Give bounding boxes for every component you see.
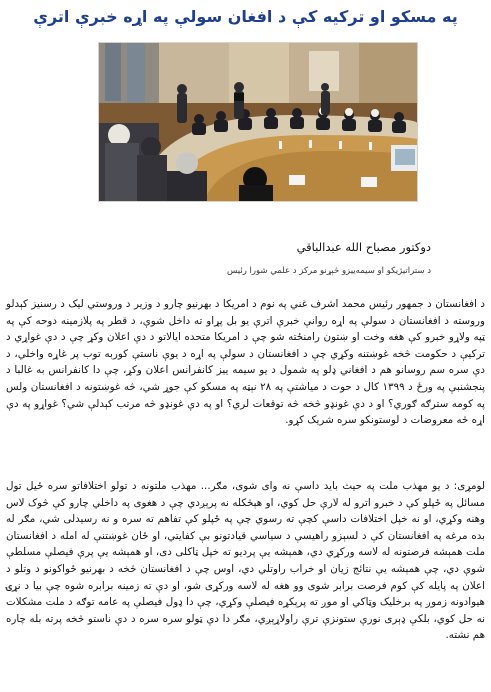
- article-paragraph: لومړی: د یو مهذب ملت په حیث باید داسې نه وای شوی، مګر... مهذب ملتونه د تولو اختلافاتو سره ځیل تول مسائل په ځپلو کې د خبرو اترو له لارې حل کوي، او هېڅکله نه پرېږدي چې د هغوی په داخلي چارو کې څوک لاس وهنه وکړي، او نه خپل اختلافات داسې کچې ته رسوي چې په ځپلو کې تفاهم ته سره و نه رسیدلی شي، مګر له بده مرغه په افغانستان کې د لسېزو راهیسې د سیاسي قیادتونو بې کفایتي، او ځان غوښتنې له امله د افغانستان ملت همېشه فرصتونه له لاسه ورکړي دي، همېشه یې پردیو ته خپل ټاکلی دی، او همېشه یې پرې فیصلې مسلطې شوې دي، چې همېشه یې نتائج زیان او خراب راوتلي دي، اوس چې د افغانستان څخه د بهرنیو ځواکونو د وتلو د اعلان په پایله کې کوم فرصت برابر شوی وو هغه له لاسه ورکړی شو، او دې ته زمینه برابره شوه چې بیا د نړۍ هیوادونه زموږ په برخلیک وټاکي او موږ ته پرېکړه فیصلې وکړي، چې دا ډول فیصلې په عامه توګه د ملت مشکلات نه حل کوي، بلکې ډېری نورې ستونزې ترې راولاړېږي، مګر دا دې ټولو سره سره د دې ناستو څخه پرته بله چاره هم نشته.: [6, 480, 485, 642]
- author-name: دوکتور مصباح الله عبدالباقي: [296, 240, 431, 254]
- conference-photo: [98, 42, 418, 202]
- article-paragraph: د افغانستان د جمهور رئیس محمد اشرف غني په نوم د امریکا د بهرنیو چارو د وزیر د وروستي لیک د رسنیز کېدلو وروسته د افغانستان د سولې په اړه روانې خبرې اترې یو بل پړاو ته داخل شوې، د قطر په پلازمینه دوحه کې په ټپه ولاړو خبرو کې هغه وخت او ښتون رامنځته شو چې د امریکا متحده ایالاتو د دې اعلان وکړ چې د دې غواړي د ترکیې د حکومت څخه غوښتنه وکړي چې د افغانستان د سولې په اړه د یوې ناستې کوربه توب پر غاړه واخلي، د دې سره سم روسانو هم د افغاني ډلو په شمول د یو سیمه ییز کانفرانس اعلان وکړ، چې دا کانفرانس به غالبا د پنجشنبې په ورځ د ۱۳۹۹ کال د حوت د میاشتې په ۲۸ نېټه په مسکو کې جوړ شي، څه غوښتونه د افغانستان ولس په کومه سترګه ګوري؟ او د دې غونډو څخه څه توقعات لري؟ او په دې غونډو څه مرتب کېدلې شي؟ غواړو په دې اړه څه معروضات د لوستونکو سره شریک کړو.: [6, 298, 485, 427]
- conference-photo-icon: [99, 43, 417, 201]
- author-role: د ستراتیژیکو او سیمه‌ییزو څېړنو مرکز د علمي شورا رئیس: [226, 266, 431, 276]
- article-headline: په مسکو او ترکیه کې د افغان سولې په اړه خبرې اترې: [33, 7, 458, 26]
